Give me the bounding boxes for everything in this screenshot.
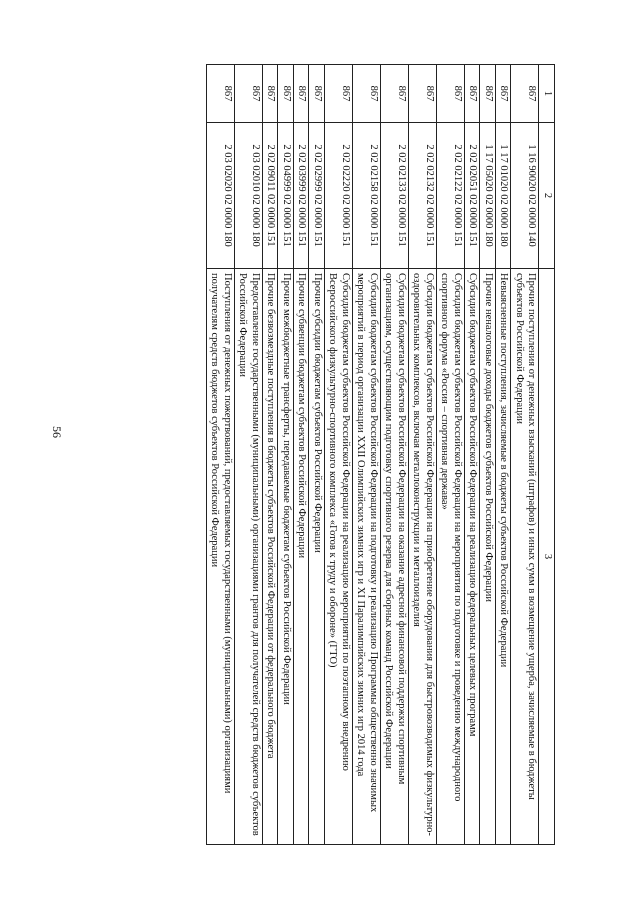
- table-row: [325, 65, 353, 845]
- admin-code-cell: 867: [309, 65, 325, 123]
- admin-code-cell: 867: [325, 65, 353, 123]
- budget-code-cell: 2 02 03999 02 0000 151: [294, 123, 310, 269]
- admin-code-cell: 867: [278, 65, 294, 123]
- budget-code-cell: 2 03 02010 02 0000 180: [235, 123, 263, 269]
- rotated-table-container: [85, 64, 555, 844]
- revenue-name-cell: Прочие неналоговые доходы бюджетов субъектов Российской Федерации: [480, 269, 496, 845]
- budget-code-cell: 2 02 02122 02 0000 151: [437, 123, 465, 269]
- budget-code-cell: 2 02 02158 02 0000 151: [353, 123, 381, 269]
- budget-code-cell: 1 17 05020 02 0000 180: [480, 123, 496, 269]
- budget-code-cell: 2 02 02220 02 0000 151: [325, 123, 353, 269]
- revenue-name-cell: Субсидии бюджетам субъектов Российской Федерации на реализацию мероприятий по поэтапному внедрению Всероссийского физкультурно-спортивного комплекса «Готов к труду и обороне» (ГТО): [325, 269, 353, 845]
- revenue-name-cell: Невыясненные поступления, зачисляемые в бюджеты субъектов Российской Федерации: [496, 269, 512, 845]
- budget-code-cell: 2 03 02020 02 0000 180: [207, 123, 235, 269]
- admin-code-cell: 867: [511, 65, 539, 123]
- admin-code-cell: 867: [409, 65, 437, 123]
- table-row: [480, 65, 496, 845]
- budget-code-cell: 2 02 02132 02 0000 151: [409, 123, 437, 269]
- budget-code-cell: 2 02 04999 02 0000 151: [278, 123, 294, 269]
- revenue-name-cell: Субсидии бюджетам субъектов Российской Федерации на приобретение оборудования для быстровозводимых физкультурно-оздоровительных комплексов, включая металлоконструкции и металлоизделия: [409, 269, 437, 845]
- revenue-name-cell: Субсидии бюджетам субъектов Российской Федерации на мероприятия по подготовке и проведению международного спортивного форума «Россия – спортивная держава»: [437, 269, 465, 845]
- table-row: [207, 65, 235, 845]
- admin-code-cell: 867: [353, 65, 381, 123]
- admin-code-cell: 867: [437, 65, 465, 123]
- table-row: [278, 65, 294, 845]
- budget-code-cell: 1 16 90020 02 0000 140: [511, 123, 539, 269]
- admin-code-cell: 867: [480, 65, 496, 123]
- table-row: [353, 65, 381, 845]
- admin-code-cell: 867: [263, 65, 279, 123]
- header-col-2: 2: [539, 123, 555, 269]
- revenue-name-cell: Субсидии бюджетам субъектов Российской Федерации на реализацию федеральных целевых программ: [465, 269, 481, 845]
- revenue-codes-table: [206, 64, 555, 845]
- header-col-3: 3: [539, 269, 555, 845]
- revenue-name-cell: Прочие безвозмездные поступления в бюджеты субъектов Российской Федерации от федерального бюджета: [263, 269, 279, 845]
- table-body: [207, 65, 540, 845]
- revenue-name-cell: Субсидии бюджетам субъектов Российской Федерации на подготовку и реализацию Программы общественно значимых мероприятий в период организации XXII Олимпийских зимних игр и XI Паралимпийских зимних игр 2014 года: [353, 269, 381, 845]
- admin-code-cell: 867: [465, 65, 481, 123]
- table-row: [511, 65, 539, 845]
- budget-code-cell: 2 02 09011 02 0000 151: [263, 123, 279, 269]
- revenue-name-cell: Предоставление государственными (муниципальными) организациями грантов для получателей средств бюджетов субъектов Российской Федерации: [235, 269, 263, 845]
- revenue-name-cell: Прочие межбюджетные трансферты, передаваемые бюджетам субъектов Российской Федерации: [278, 269, 294, 845]
- table-row: [465, 65, 481, 845]
- admin-code-cell: 867: [496, 65, 512, 123]
- admin-code-cell: 867: [294, 65, 310, 123]
- revenue-name-cell: Субсидии бюджетам субъектов Российской Федерации на оказание адресной финансовой поддержки спортивным организациям, осуществляющим подготовку спортивного резерва для сборных команд Российской Федерации: [381, 269, 409, 845]
- table-row: [496, 65, 512, 845]
- table-row: [309, 65, 325, 845]
- budget-code-cell: 2 02 02133 02 0000 151: [381, 123, 409, 269]
- revenue-name-cell: Поступления от денежных пожертвований, предоставляемых государственными (муниципальными) организациями получателям средств бюджетов субъектов Российской Федерации: [207, 269, 235, 845]
- table-row: [294, 65, 310, 845]
- table-header-row: [539, 65, 555, 845]
- table-row: [381, 65, 409, 845]
- table-row: [437, 65, 465, 845]
- budget-code-cell: 2 02 02051 02 0000 151: [465, 123, 481, 269]
- budget-code-cell: 1 17 01020 02 0000 180: [496, 123, 512, 269]
- header-col-1: 1: [539, 65, 555, 123]
- revenue-name-cell: Прочие субсидии бюджетам субъектов Российской Федерации: [309, 269, 325, 845]
- revenue-name-cell: Прочие субвенции бюджетам субъектов Российской Федерации: [294, 269, 310, 845]
- admin-code-cell: 867: [381, 65, 409, 123]
- revenue-name-cell: Прочие поступления от денежных взысканий (штрафов) и иных сумм в возмещение ущерба, зачисляемые в бюджеты субъектов Российской Федерации: [511, 269, 539, 845]
- table-row: [409, 65, 437, 845]
- budget-code-cell: 2 02 02999 02 0000 151: [309, 123, 325, 269]
- table-row: [263, 65, 279, 845]
- admin-code-cell: 867: [207, 65, 235, 123]
- admin-code-cell: 867: [235, 65, 263, 123]
- table-row: [235, 65, 263, 845]
- page-number: 56: [50, 426, 64, 438]
